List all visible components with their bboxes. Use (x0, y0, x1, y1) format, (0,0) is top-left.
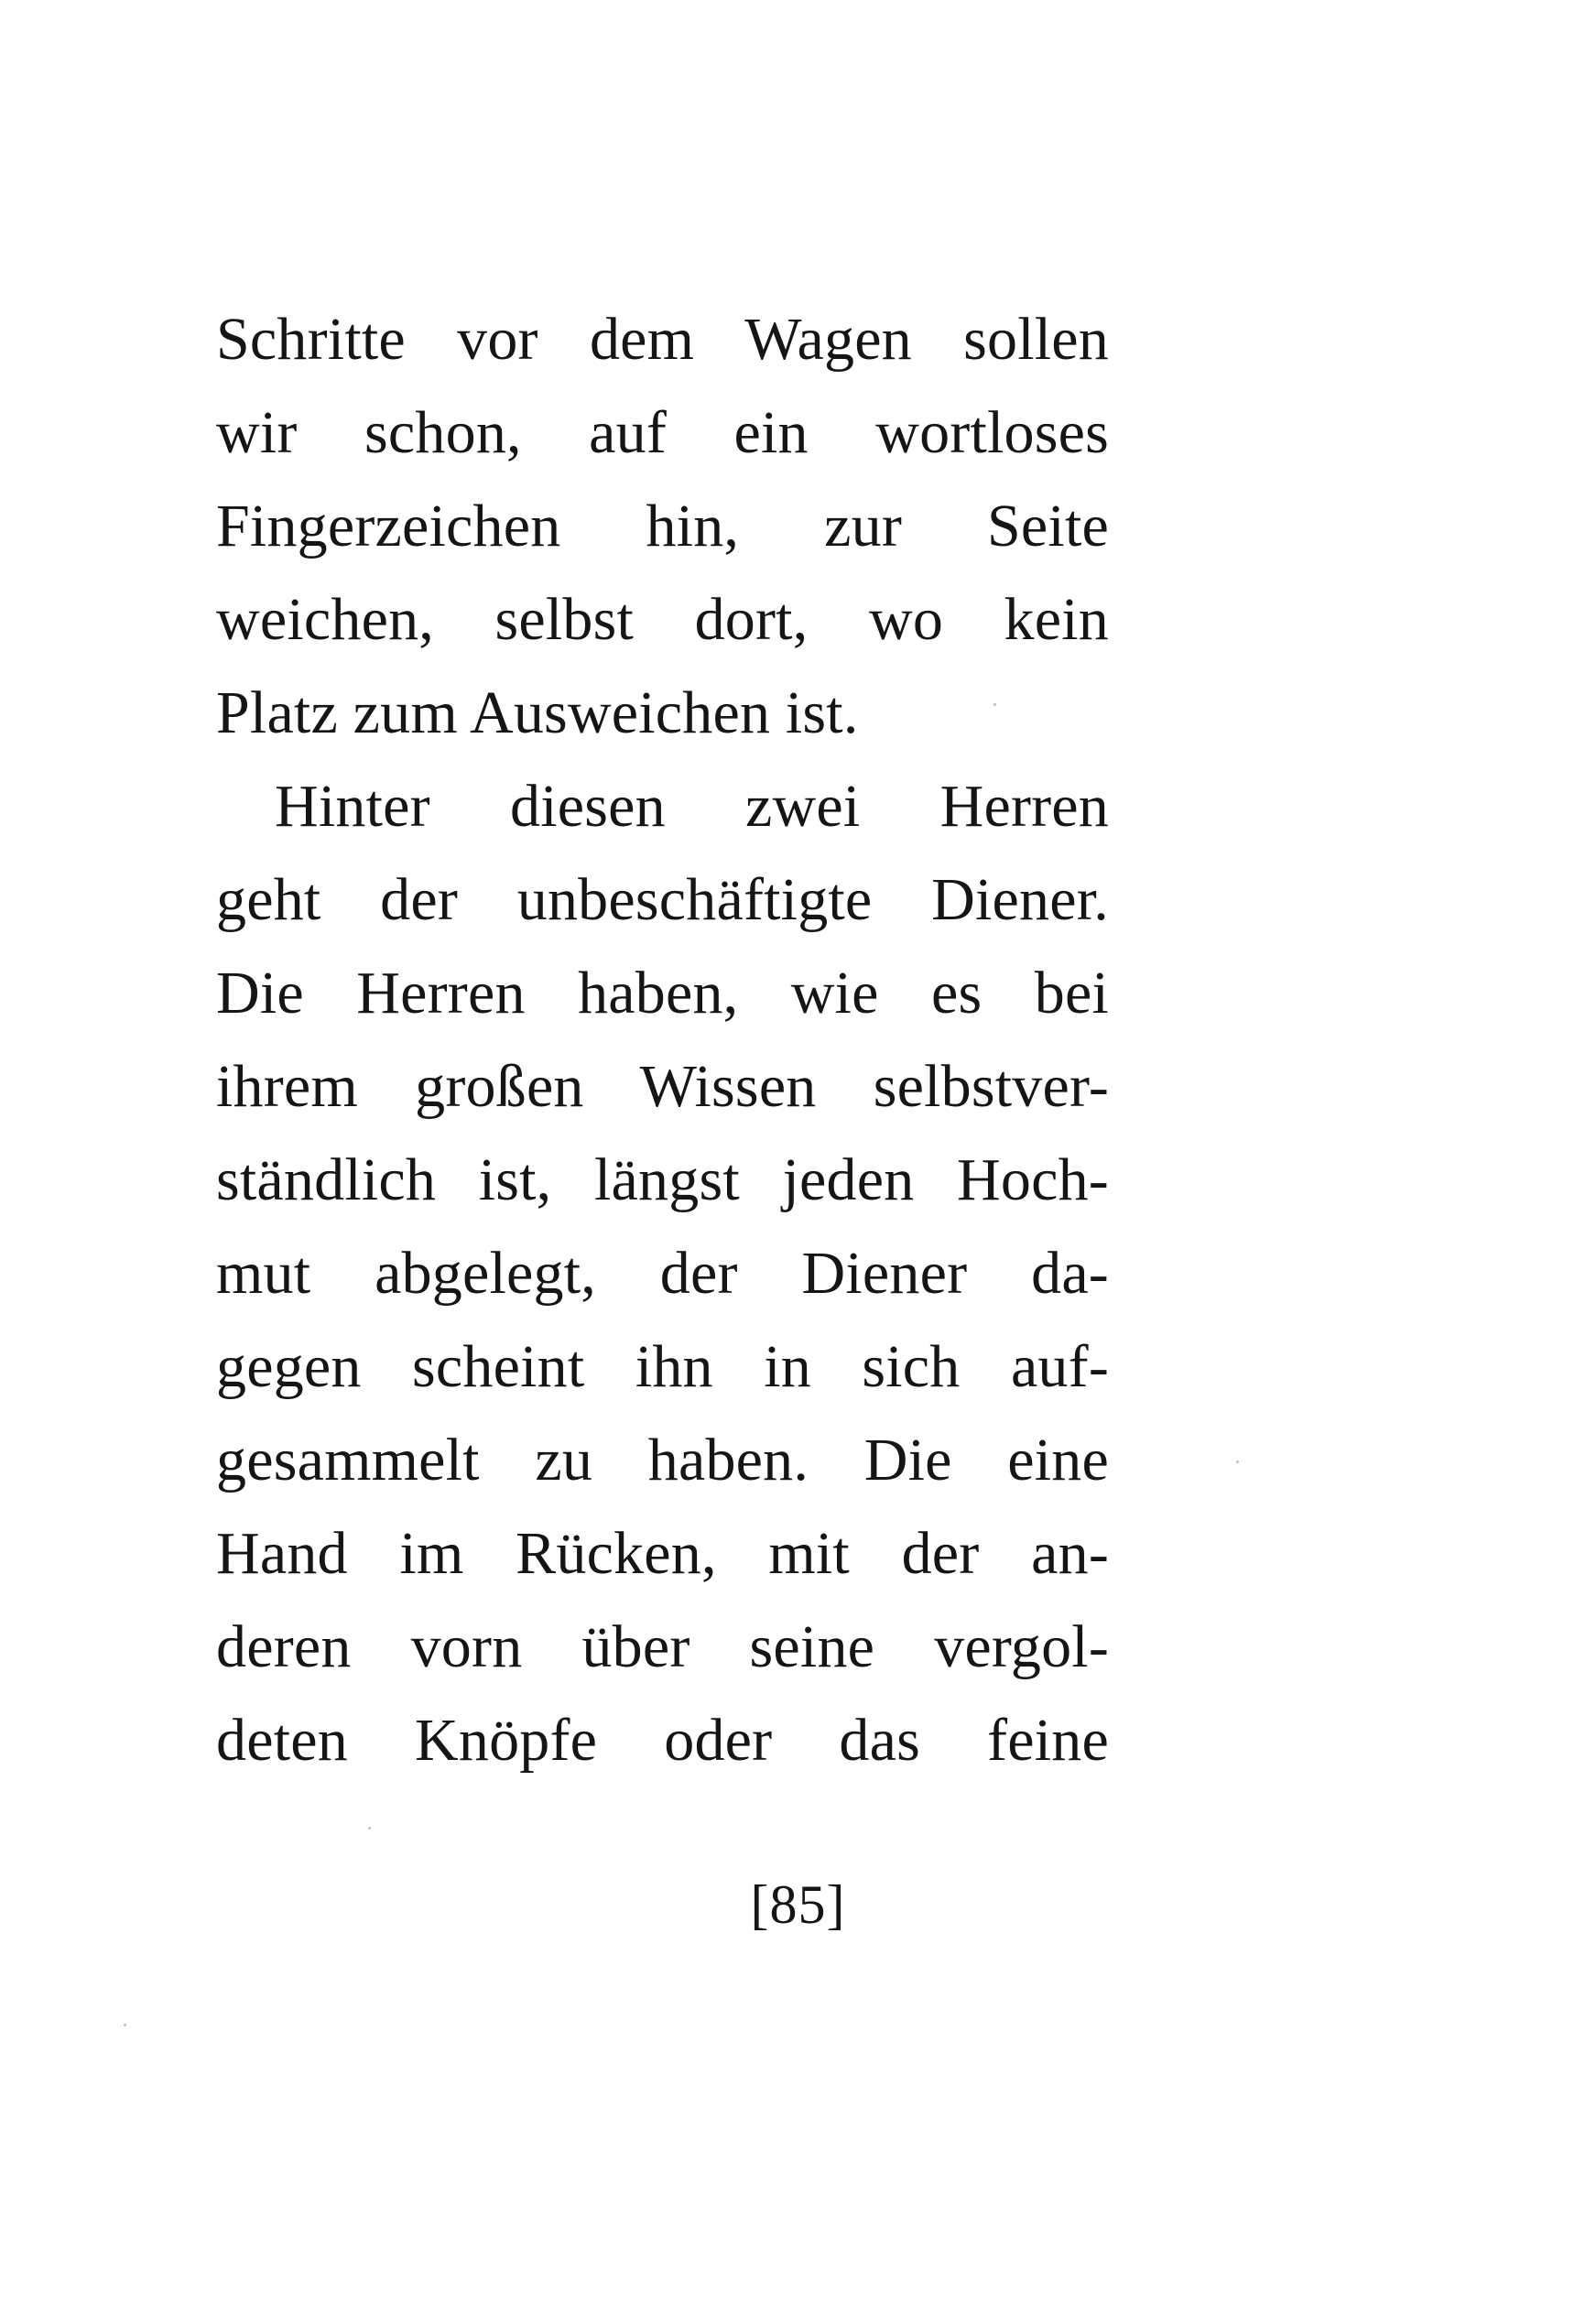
paper-speck (368, 1827, 371, 1830)
text-line: Hinter diesen zwei Herren (275, 773, 1109, 840)
text-line: Hand im Rücken, mit der an- (216, 1520, 1109, 1587)
text-line: ständlich ist, längst jeden Hoch- (216, 1146, 1109, 1213)
body-text (216, 293, 1109, 1787)
text-line: Schritte vor dem Wagen sollen (216, 306, 1109, 373)
paper-speck (124, 2024, 126, 2026)
text-line: Die Herren haben, wie es bei (216, 960, 1109, 1026)
page-number: [85] (750, 1874, 846, 1935)
text-line: Platz zum Ausweichen ist. (216, 679, 859, 746)
text-line: mut abgelegt, der Diener da- (216, 1240, 1109, 1307)
text-line: wir schon, auf ein wortloses (216, 399, 1109, 466)
text-line: gesammelt zu haben. Die eine (216, 1427, 1109, 1493)
text-line: weichen, selbst dort, wo kein (216, 586, 1109, 653)
paper-speck (1236, 1460, 1239, 1463)
text-line: geht der unbeschäftigte Diener. (216, 866, 1109, 933)
text-line: gegen scheint ihn in sich auf- (216, 1333, 1109, 1400)
text-line: ihrem großen Wissen selbstver- (216, 1053, 1109, 1120)
text-line: deren vorn über seine vergol- (216, 1613, 1109, 1680)
text-line: deten Knöpfe oder das feine (216, 1707, 1109, 1774)
paper-speck (993, 703, 996, 706)
text-line: Fingerzeichen hin, zur Seite (216, 493, 1109, 559)
